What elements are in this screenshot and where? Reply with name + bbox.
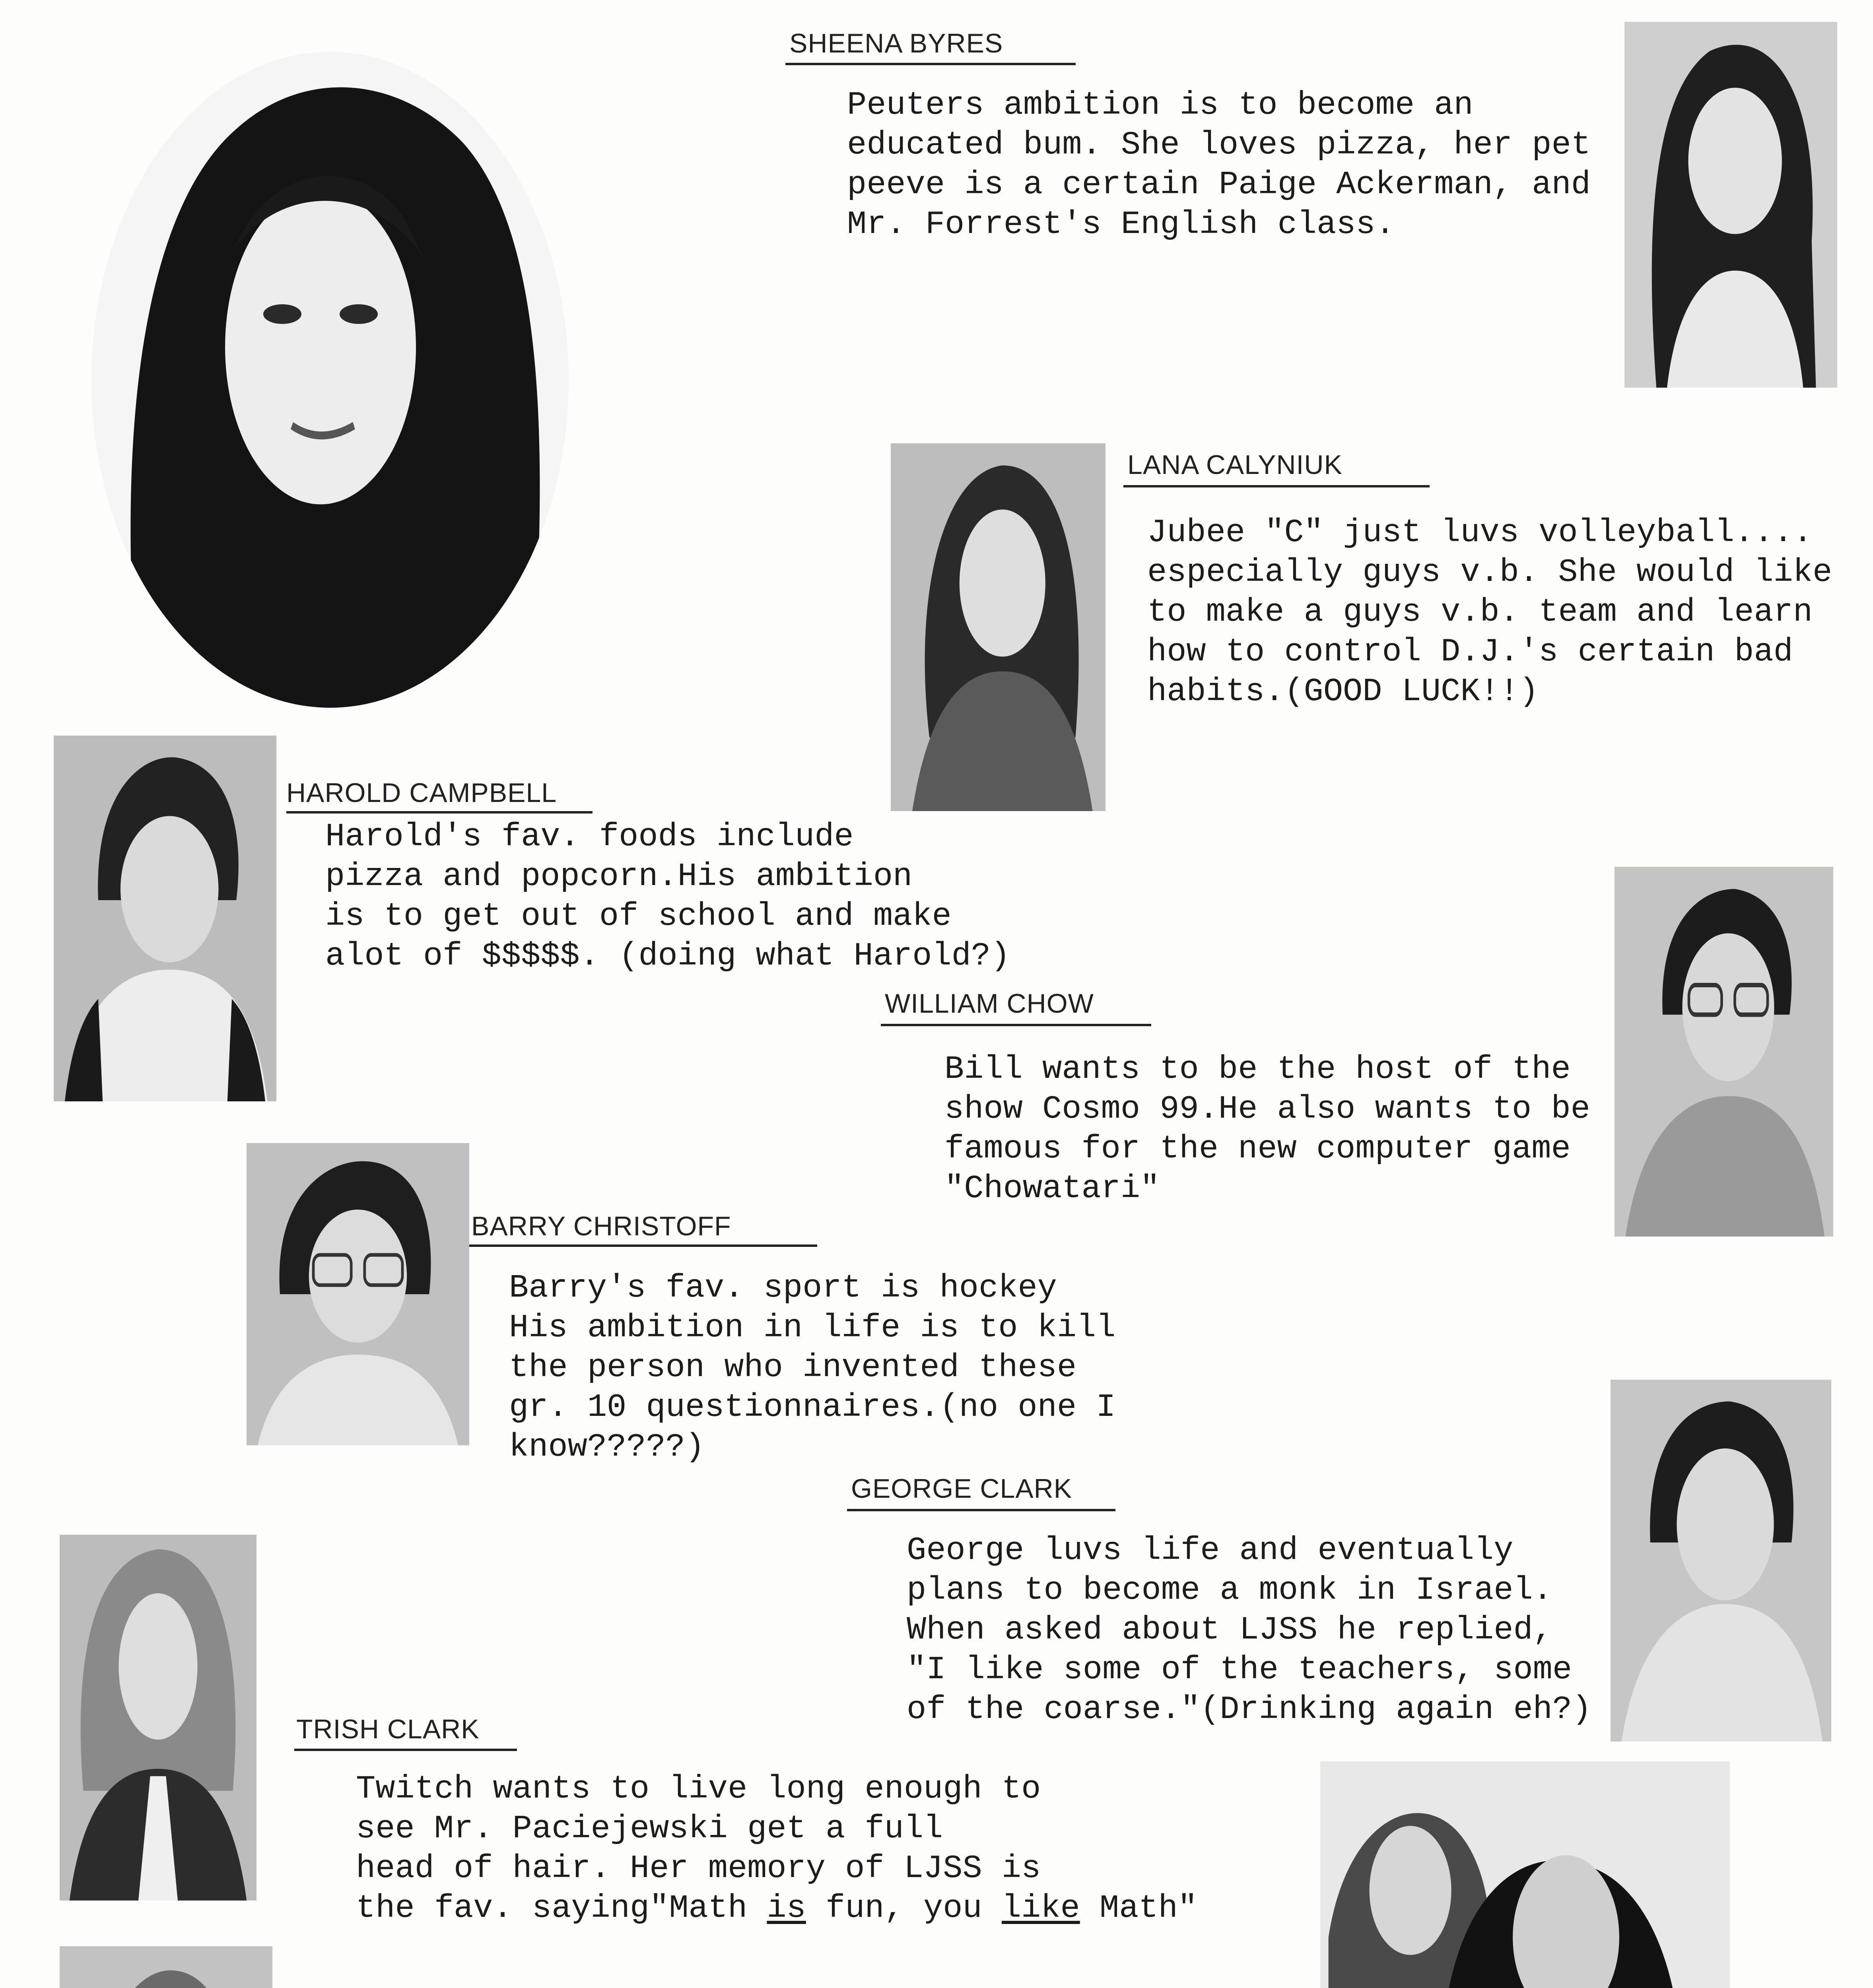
student-photo-sheena-byres — [1624, 22, 1837, 388]
student-photo-william-chow — [1615, 867, 1833, 1237]
name-underline — [785, 63, 1076, 65]
name-underline — [1123, 485, 1430, 487]
student-bio-trish-clark-last-line: the fav. saying"Math is fun, you like Math" — [356, 1890, 1197, 1927]
student-name-sheena-byres: SHEENA BYRES — [789, 28, 1003, 58]
oval-portrait-photo — [91, 52, 569, 708]
name-underline — [847, 1509, 1115, 1511]
student-name-george-clark: GEORGE CLARK — [851, 1474, 1073, 1504]
student-photo-george-clark — [1611, 1380, 1831, 1741]
name-underline — [294, 1749, 517, 1751]
name-underline — [881, 1024, 1151, 1026]
student-name-harold-campbell: HAROLD CAMPBELL — [286, 778, 557, 808]
student-name-william-chow: WILLIAM CHOW — [885, 988, 1094, 1019]
student-name-trish-clark: TRISH CLARK — [296, 1714, 480, 1744]
name-underline — [286, 811, 593, 813]
student-bio-barry-christoff: Barry's fav. sport is hockey His ambition in life is to kill the person who invented these gr. 10 questionnaires.(no one I know?????) — [509, 1270, 1116, 1466]
student-bio-trish-clark: Twitch wants to live long enough to see Mr. Paciejewski get a full head of hair. Her memory of LJSS is the fav. saying"Math is fun, you like Math" — [356, 1769, 1197, 1928]
student-photo-lana-calyniuk — [891, 443, 1106, 811]
name-underline — [469, 1244, 817, 1247]
student-bio-william-chow: Bill wants to be the host of the show Cosmo 99.He also wants to be famous for the new computer game "Chowatari" — [944, 1051, 1590, 1207]
student-bio-sheena-byres: Peuters ambition is to become an educated bum. She loves pizza, her pet peeve is a certain Paige Ackerman, and Mr. Forrest's English class. — [847, 87, 1591, 243]
candid-photo — [1320, 1761, 1730, 1988]
student-photo-harold-campbell — [54, 736, 276, 1101]
student-name-barry-christoff: BARRY CHRISTOFF — [471, 1211, 731, 1241]
student-bio-harold-campbell: Harold's fav. foods include pizza and popcorn.His ambition is to get out of school and make alot of $$$$$. (doing what Harold?) — [325, 818, 1010, 975]
student-photo-barry-christoff — [247, 1143, 469, 1445]
student-bio-lana-calyniuk: Jubee "C" just luvs volleyball.... especially guys v.b. She would like to make a guys v.b. team and learn how to control D.J.'s certain bad habits.(GOOD LUCK!!) — [1147, 514, 1832, 710]
student-name-lana-calyniuk: LANA CALYNIUK — [1127, 450, 1343, 480]
student-photo-trish-clark — [60, 1535, 256, 1901]
student-photo-andrew-coates — [60, 1946, 272, 1988]
student-bio-george-clark: George luvs life and eventually plans to become a monk in Israel. When asked about LJSS he replied, "I like some of the teachers, some of the coarse."(Drinking again eh?) — [907, 1532, 1592, 1728]
